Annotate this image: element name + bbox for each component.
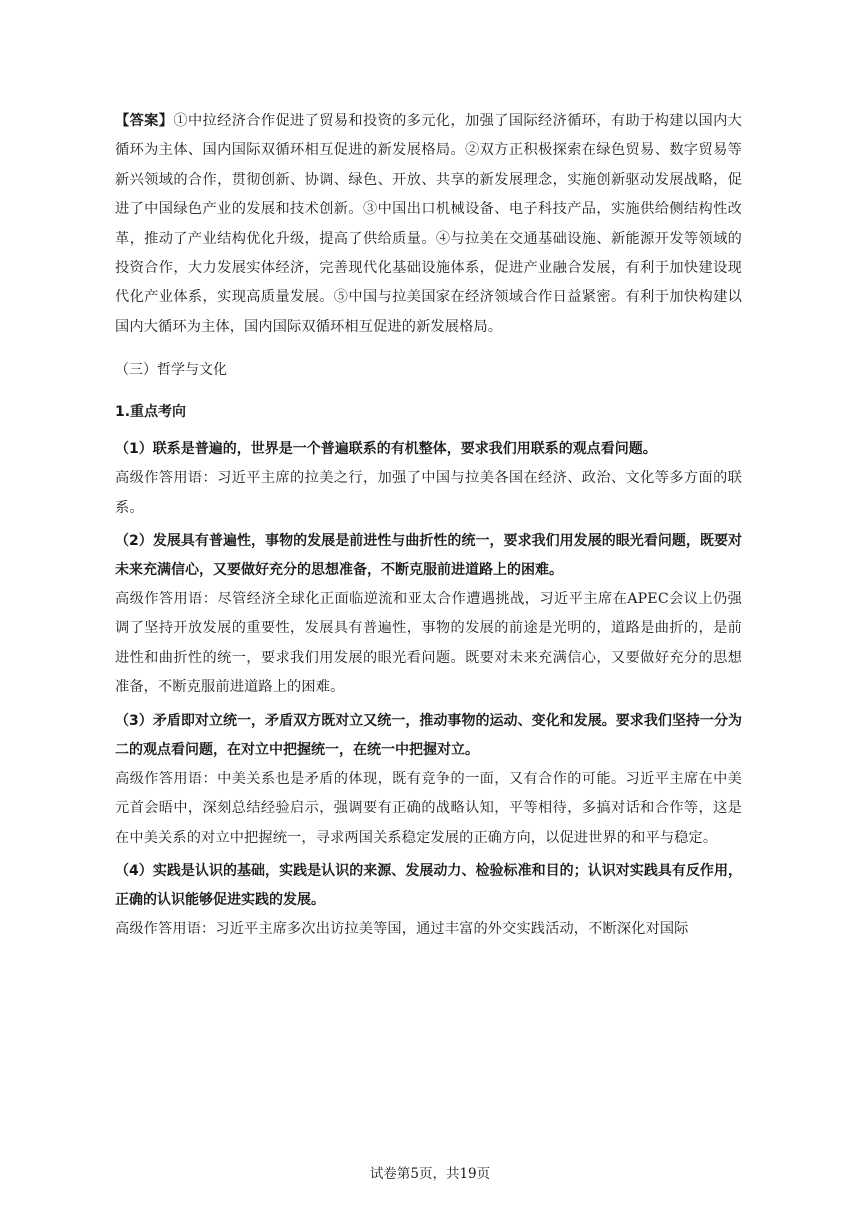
point-3-heading: （3）矛盾即对立统一，矛盾双方既对立又统一，推动事物的运动、变化和发展。要求我们坚持一分为二的观点看问题，在对立中把握统一，在统一中把握对立。 [115, 712, 742, 758]
point-3-answer: 高级作答用语：中美关系也是矛盾的体现，既有竞争的一面，又有合作的可能。习近平主席在中美元首会晤中，深刻总结经验启示，强调要有正确的战略认知，平等相待，多搞对话和合作等，这是在中美关系的对立中把握统一，寻求两国关系稳定发展的正确方向，以促进世界的和平与稳定。 [115, 770, 742, 846]
point-1-heading: （1）联系是普遍的，世界是一个普遍联系的有机整体，要求我们用联系的观点看问题。 [115, 441, 657, 458]
answer-label: 【答案】 [115, 113, 174, 129]
section-title: （三）哲学与文化 [115, 362, 227, 379]
answer-paragraph [115, 107, 742, 342]
page-content [115, 107, 742, 944]
point-4-heading: （4）实践是认识的基础，实践是认识的来源、发展动力、检验标准和目的；认识对实践具有反作用，正确的认识能够促进实践的发展。 [115, 862, 742, 908]
point-2-answer: 高级作答用语：尽管经济全球化正面临逆流和亚太合作遭遇挑战，习近平主席在APEC会议上仍强调了坚持开放发展的重要性，发展具有普遍性，事物的发展的前途是光明的，道路是曲折的，是前进性和曲折性的统一，要求我们用发展的眼光看问题。既要对未来充满信心，又要做好充分的思想准备，不断克服前进道路上的困难。 [115, 591, 742, 696]
answer-text: ①中拉经济合作促进了贸易和投资的多元化，加强了国际经济循环，有助于构建以国内大循环为主体、国内国际双循环相互促进的新发展格局。②双方正积极探索在绿色贸易、数字贸易等新兴领域的合作，贯彻创新、协调、绿色、开放、共享的新发展理念，实施创新驱动发展战略，促进了中国绿色产业的发展和技术创新。③中国出口机械设备、电子科技产品，实施供给侧结构性改革，推动了产业结构优化升级，提高了供给质量。④与拉美在交通基础设施、新能源开发等领域的投资合作，大力发展实体经济，完善现代化基础设施体系，促进产业融合发展，有利于加快建设现代化产业体系，实现高质量发展。⑤中国与拉美国家在经济领域合作日益紧密。有利于加快构建以国内大循环为主体，国内国际双循环相互促进的新发展格局。 [115, 113, 742, 335]
point-4-answer: 高级作答用语：习近平主席多次出访拉美等国，通过丰富的外交实践活动，不断深化对国际 [115, 920, 689, 937]
subsection-title: 1.重点考向 [115, 404, 187, 421]
point-2-heading: （2）发展具有普遍性，事物的发展是前进性与曲折性的统一，要求我们用发展的眼光看问题，既要对未来充满信心，又要做好充分的思想准备，不断克服前进道路上的困难。 [115, 533, 742, 579]
point-1-answer: 高级作答用语：习近平主席的拉美之行，加强了中国与拉美各国在经济、政治、文化等多方面的联系。 [115, 470, 742, 516]
page-footer: 试卷第5页，共19页 [369, 1166, 491, 1182]
